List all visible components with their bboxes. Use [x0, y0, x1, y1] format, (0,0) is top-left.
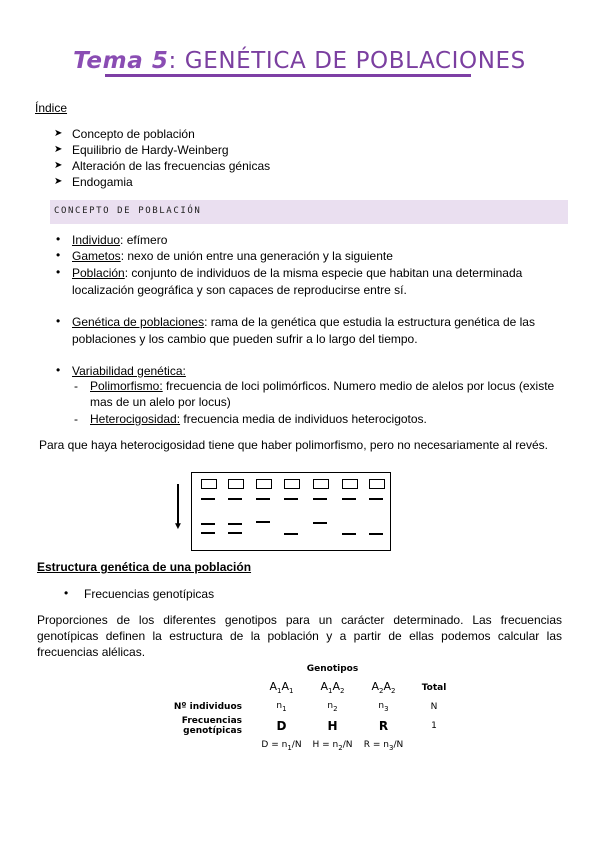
row-label: Nº individuos [173, 701, 242, 712]
gel-band [201, 523, 215, 525]
index-item: Equilibrio de Hardy-Weinberg [72, 143, 229, 157]
migration-arrow [177, 484, 179, 526]
cell-r-formula: $R = n_3/N$ [363, 739, 404, 752]
col-a2a2: $A_2A_2$ [371, 679, 396, 696]
gel-band [201, 532, 215, 534]
arrow-icon: ➤ [54, 160, 63, 171]
genotype-table [134, 659, 459, 755]
section-heading: CONCEPTO DE POBLACIÓN [54, 206, 202, 216]
note: Para que haya heterocigosidad tiene que haber polimorfismo, pero no necesariamente al revés. [39, 438, 548, 452]
bullet-icon: • [56, 265, 61, 279]
index-heading: Índice [35, 101, 68, 115]
def-genetica-poblaciones-cont: poblaciones y los cambio que pueden sufrir a lo largo del tiempo. [72, 332, 418, 346]
cell-d: D [276, 719, 287, 733]
index-item: Concepto de población [72, 127, 195, 141]
cell-h: H [327, 719, 338, 733]
def-poblacion-cont: localización geográfica y son capaces de reproducirse entre sí. [72, 283, 407, 297]
gel-band [342, 498, 356, 500]
dash-icon: - [74, 379, 78, 393]
cell-total-n: N [430, 701, 438, 712]
bullet-icon: • [56, 248, 61, 262]
section2-bullet: Frecuencias genotípicas [84, 587, 215, 601]
title-underline [105, 74, 471, 77]
def-gametos: Gametos: nexo de unión entre una generación y la siguiente [72, 249, 393, 263]
def-variabilidad: Variabilidad genética: [72, 364, 186, 378]
sub-polimorfismo-cont: mas de un alelo por locus) [90, 395, 231, 409]
gel-well [369, 479, 385, 489]
gel-well [284, 479, 300, 489]
bullet-icon: • [56, 232, 61, 246]
cell-n3: $n_3$ [378, 700, 389, 713]
page-title [0, 48, 599, 74]
gel-band [201, 498, 215, 500]
bullet-icon: • [56, 314, 61, 328]
cell-n1: $n_1$ [276, 700, 287, 713]
gel-well [342, 479, 358, 489]
cell-h-formula: $H = n_2/N$ [312, 739, 353, 752]
def-genetica-poblaciones: Genética de poblaciones: rama de la genética que estudia la estructura genética de las [72, 315, 535, 329]
gel-well [256, 479, 272, 489]
arrow-icon: ➤ [54, 128, 63, 139]
cell-n2: $n_2$ [327, 700, 338, 713]
def-poblacion: Población: conjunto de individuos de la misma especie que habitan una determinada [72, 266, 523, 280]
gel-band [284, 498, 298, 500]
dash-icon: - [74, 412, 78, 426]
gel-band [342, 533, 356, 535]
bullet-icon: • [56, 363, 61, 377]
title-rest: : GENÉTICA DE POBLACIONES [168, 48, 526, 74]
gel-band [256, 498, 270, 500]
section-heading-bar [50, 200, 568, 224]
sub-heterocigosidad: Heterocigosidad: frecuencia media de individuos heterocigotos. [90, 412, 427, 426]
gel-well [313, 479, 329, 489]
gel-band [284, 533, 298, 535]
gel-band [228, 498, 242, 500]
gel-band [313, 498, 327, 500]
electrophoresis-gel [191, 472, 391, 551]
section2-paragraph: Proporciones de los diferentes genotipos para un carácter determinado. Las frecuencias genotípicas definen la estructura de la población y a partir de ellas podemos calcular las frecuencias alélicas. [37, 613, 562, 659]
section2-heading: Estructura genética de una población [37, 560, 252, 574]
row-label: Frecuencias genotípicas [181, 716, 242, 736]
gel-well [201, 479, 217, 489]
col-total: Total [421, 682, 447, 693]
title-prefix: Tema 5 [73, 48, 169, 74]
genotype-group-header: Genotipos [306, 663, 359, 674]
arrow-down-icon: ▼ [173, 521, 183, 532]
cell-d-formula: $D = n_1/N$ [261, 739, 302, 752]
gel-band [369, 498, 383, 500]
index-item: Endogamia [72, 175, 133, 189]
arrow-icon: ➤ [54, 176, 63, 187]
gel-band [256, 521, 270, 523]
gel-band [369, 533, 383, 535]
cell-total-1: 1 [431, 721, 437, 731]
bullet-icon: • [64, 586, 69, 600]
gel-band [228, 532, 242, 534]
arrow-icon: ➤ [54, 144, 63, 155]
col-a1a2: $A_1A_2$ [320, 679, 345, 696]
gel-band [313, 522, 327, 524]
gel-well [228, 479, 244, 489]
col-a1a1: $A_1A_1$ [269, 679, 294, 696]
cell-r: R [378, 719, 389, 733]
gel-band [228, 523, 242, 525]
def-individuo: Individuo: efímero [72, 233, 168, 247]
index-item: Alteración de las frecuencias génicas [72, 159, 271, 173]
sub-polimorfismo: Polimorfismo: frecuencia de loci polimórficos. Numero medio de alelos por locus (existe [90, 379, 555, 393]
